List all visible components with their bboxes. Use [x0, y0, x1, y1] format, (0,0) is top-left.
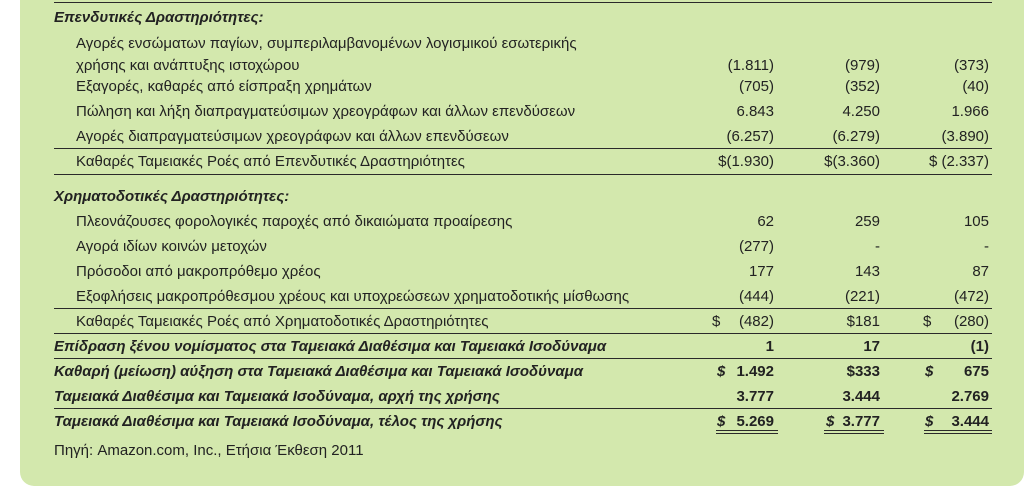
fx-effect-row — [54, 334, 992, 359]
table-row — [54, 209, 992, 234]
row-label: Πώληση και λήξη διαπραγματεύσιμων χρεογράφων και άλλων επενδύσεων — [76, 103, 576, 120]
row-label: Καθαρές Ταμειακές Ροές από Χρηματοδοτικές Δραστηριότητες — [76, 313, 489, 330]
value-2011: 1 — [765, 338, 774, 355]
value-2009: (280) — [953, 313, 989, 330]
value-2010: 259 — [854, 213, 880, 230]
double-underline — [924, 430, 992, 431]
value-2009: (40) — [962, 78, 989, 95]
value-2011: 177 — [748, 263, 774, 280]
double-underline — [824, 433, 884, 434]
row-label: Καθαρές Ταμειακές Ροές από Επενδυτικές Δραστηριότητες — [76, 153, 465, 170]
rule — [54, 174, 992, 175]
value-2010: 17 — [863, 338, 880, 355]
table-row — [54, 74, 992, 99]
value-2009: (1) — [970, 338, 989, 355]
double-underline — [924, 433, 992, 434]
double-underline — [716, 430, 778, 431]
value-2009: - — [984, 238, 989, 255]
net-change-row — [54, 359, 992, 384]
double-underline — [716, 433, 778, 434]
table-row — [54, 124, 992, 149]
currency-symbol: $ — [717, 413, 726, 430]
double-underline — [824, 430, 884, 431]
currency-symbol: $ — [712, 313, 721, 330]
currency-symbol: $ — [923, 313, 932, 330]
value-2011: 3.777 — [736, 388, 774, 405]
row-label: Εξαγορές, καθαρές από είσπραξη χρημάτων — [76, 78, 372, 95]
source-note: Πηγή: Amazon.com, Inc., Ετήσια Έκθεση 2011 — [54, 442, 364, 459]
value-2011: (482) — [738, 313, 774, 330]
value-2011: (6.257) — [726, 128, 774, 145]
financing-total-row — [54, 309, 992, 334]
value-2009: 105 — [963, 213, 989, 230]
value-2010: 3.777 — [842, 413, 880, 430]
table-row — [54, 234, 992, 259]
value-2009: 675 — [963, 363, 989, 380]
value-2010: (221) — [844, 288, 880, 305]
row-label: Ταμειακά Διαθέσιμα και Ταμειακά Ισοδύναμα, αρχή της χρήσης — [54, 388, 500, 405]
value-2009: 1.966 — [951, 103, 989, 120]
currency-symbol: $ — [925, 413, 934, 430]
value-2010: (6.279) — [832, 128, 880, 145]
row-label: Καθαρή (μείωση) αύξηση στα Ταμειακά Διαθέσιμα και Ταμειακά Ισοδύναμα — [54, 363, 584, 380]
value-2011: 5.269 — [736, 413, 774, 430]
value-2010: $(3.360) — [824, 153, 880, 170]
value-2009: (373) — [953, 57, 989, 74]
value-2011: 1.492 — [736, 363, 774, 380]
value-2010: $181 — [846, 313, 880, 330]
value-2009: (3.890) — [941, 128, 989, 145]
value-2010: 143 — [854, 263, 880, 280]
value-2010: (352) — [844, 78, 880, 95]
value-2010: 3.444 — [842, 388, 880, 405]
row-label: Αγορά ιδίων κοινών μετοχών — [76, 238, 267, 255]
row-label: Ταμειακά Διαθέσιμα και Ταμειακά Ισοδύναμα, τέλος της χρήσης — [54, 413, 503, 430]
table-row — [54, 284, 992, 309]
table-row — [54, 259, 992, 284]
value-2011: (444) — [738, 288, 774, 305]
row-label: Πλεονάζουσες φορολογικές παροχές από δικαιώματα προαίρεσης — [76, 213, 513, 230]
currency-symbol: $ — [717, 363, 726, 380]
value-2011: (705) — [738, 78, 774, 95]
value-2011: $(1.930) — [718, 153, 774, 170]
value-2010: 4.250 — [842, 103, 880, 120]
value-2010: (979) — [844, 57, 880, 74]
value-2009: 87 — [972, 263, 989, 280]
row-label: Εξοφλήσεις μακροπρόθεσμου χρέους και υποχρεώσεων χρηματοδοτικής μίσθωσης — [76, 288, 630, 305]
investing-total-row — [54, 149, 992, 174]
top-rule — [54, 2, 992, 3]
value-2009: 3.444 — [951, 413, 989, 430]
value-2010: $333 — [846, 363, 880, 380]
section-title: Επενδυτικές Δραστηριότητες: — [54, 9, 264, 26]
table-row — [54, 99, 992, 124]
value-2009: $ (2.337) — [928, 153, 989, 170]
value-2009: 2.769 — [951, 388, 989, 405]
value-2011: 6.843 — [736, 103, 774, 120]
section-title: Χρηματοδοτικές Δραστηριότητες: — [54, 188, 290, 205]
currency-symbol: $ — [826, 413, 835, 430]
value-2009: (472) — [953, 288, 989, 305]
currency-symbol: $ — [925, 363, 934, 380]
value-2011: 62 — [757, 213, 774, 230]
row-label: Επίδραση ξένου νομίσματος στα Ταμειακά Διαθέσιμα και Ταμειακά Ισοδύναμα — [54, 338, 607, 355]
investing-header — [54, 5, 992, 30]
beginning-balance-row — [54, 384, 992, 409]
row-label: Αγορές διαπραγματεύσιμων χρεογράφων και άλλων επενδύσεων — [76, 128, 509, 145]
financing-header — [54, 184, 992, 209]
value-2011: (277) — [738, 238, 774, 255]
value-2011: (1.811) — [727, 57, 774, 74]
row-label: Αγορές ενσώματων παγίων, συμπεριλαμβανομένων λογισμικού εσωτερικής χρήσης και ανάπτυξης ιστοχώρου — [76, 35, 577, 74]
row-label: Πρόσοδοι από μακροπρόθεμο χρέος — [76, 263, 321, 280]
value-2010: - — [875, 238, 880, 255]
table-row — [54, 31, 992, 79]
